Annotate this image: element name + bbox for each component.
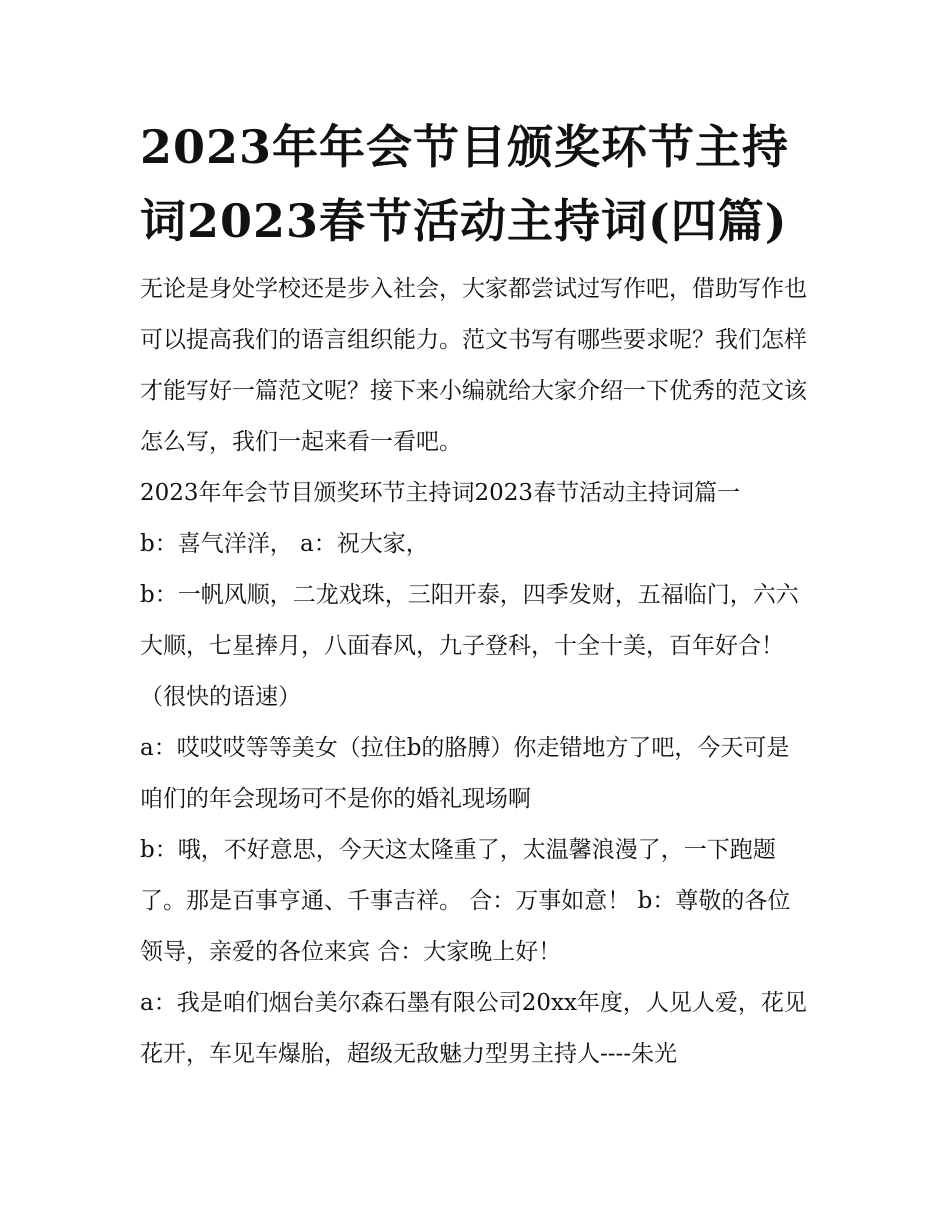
section-heading: 2023年年会节目颁奖环节主持词2023春节活动主持词篇一 <box>140 480 741 506</box>
document-body <box>140 264 812 1080</box>
dialogue-line: b：一帆风顺，二龙戏珠，三阳开泰，四季发财，五福临门，六六大顺，七星捧月，八面春风，九子登科，十全十美，百年好合！（很快的语速） <box>140 582 799 710</box>
dialogue-line: b：喜气洋洋， a：祝大家， <box>140 531 429 557</box>
dialogue-line: a：哎哎哎等等美女（拉住b的胳膊）你走错地方了吧，今天可是咱们的年会现场可不是你的婚礼现场啊 <box>140 735 790 812</box>
document-page <box>140 110 812 1080</box>
dialogue-line: a：我是咱们烟台美尔森石墨有限公司20xx年度，人见人爱，花见花开，车见车爆胎，超级无敌魅力型男主持人----朱光 <box>140 990 807 1067</box>
dialogue-line: b：哦，不好意思，今天这太隆重了，太温馨浪漫了，一下跑题了。那是百事亨通、千事吉祥。 合：万事如意！ b：尊敬的各位领导，亲爱的各位来宾 合：大家晚上好！ <box>140 837 791 965</box>
intro-paragraph: 无论是身处学校还是步入社会，大家都尝试过写作吧，借助写作也可以提高我们的语言组织能力。范文书写有哪些要求呢？我们怎样才能写好一篇范文呢？接下来小编就给大家介绍一下优秀的范文该怎么写，我们一起来看一看吧。 <box>140 276 807 455</box>
document-title: 2023年年会节目颁奖环节主持词2023春节活动主持词(四篇) <box>140 120 790 248</box>
